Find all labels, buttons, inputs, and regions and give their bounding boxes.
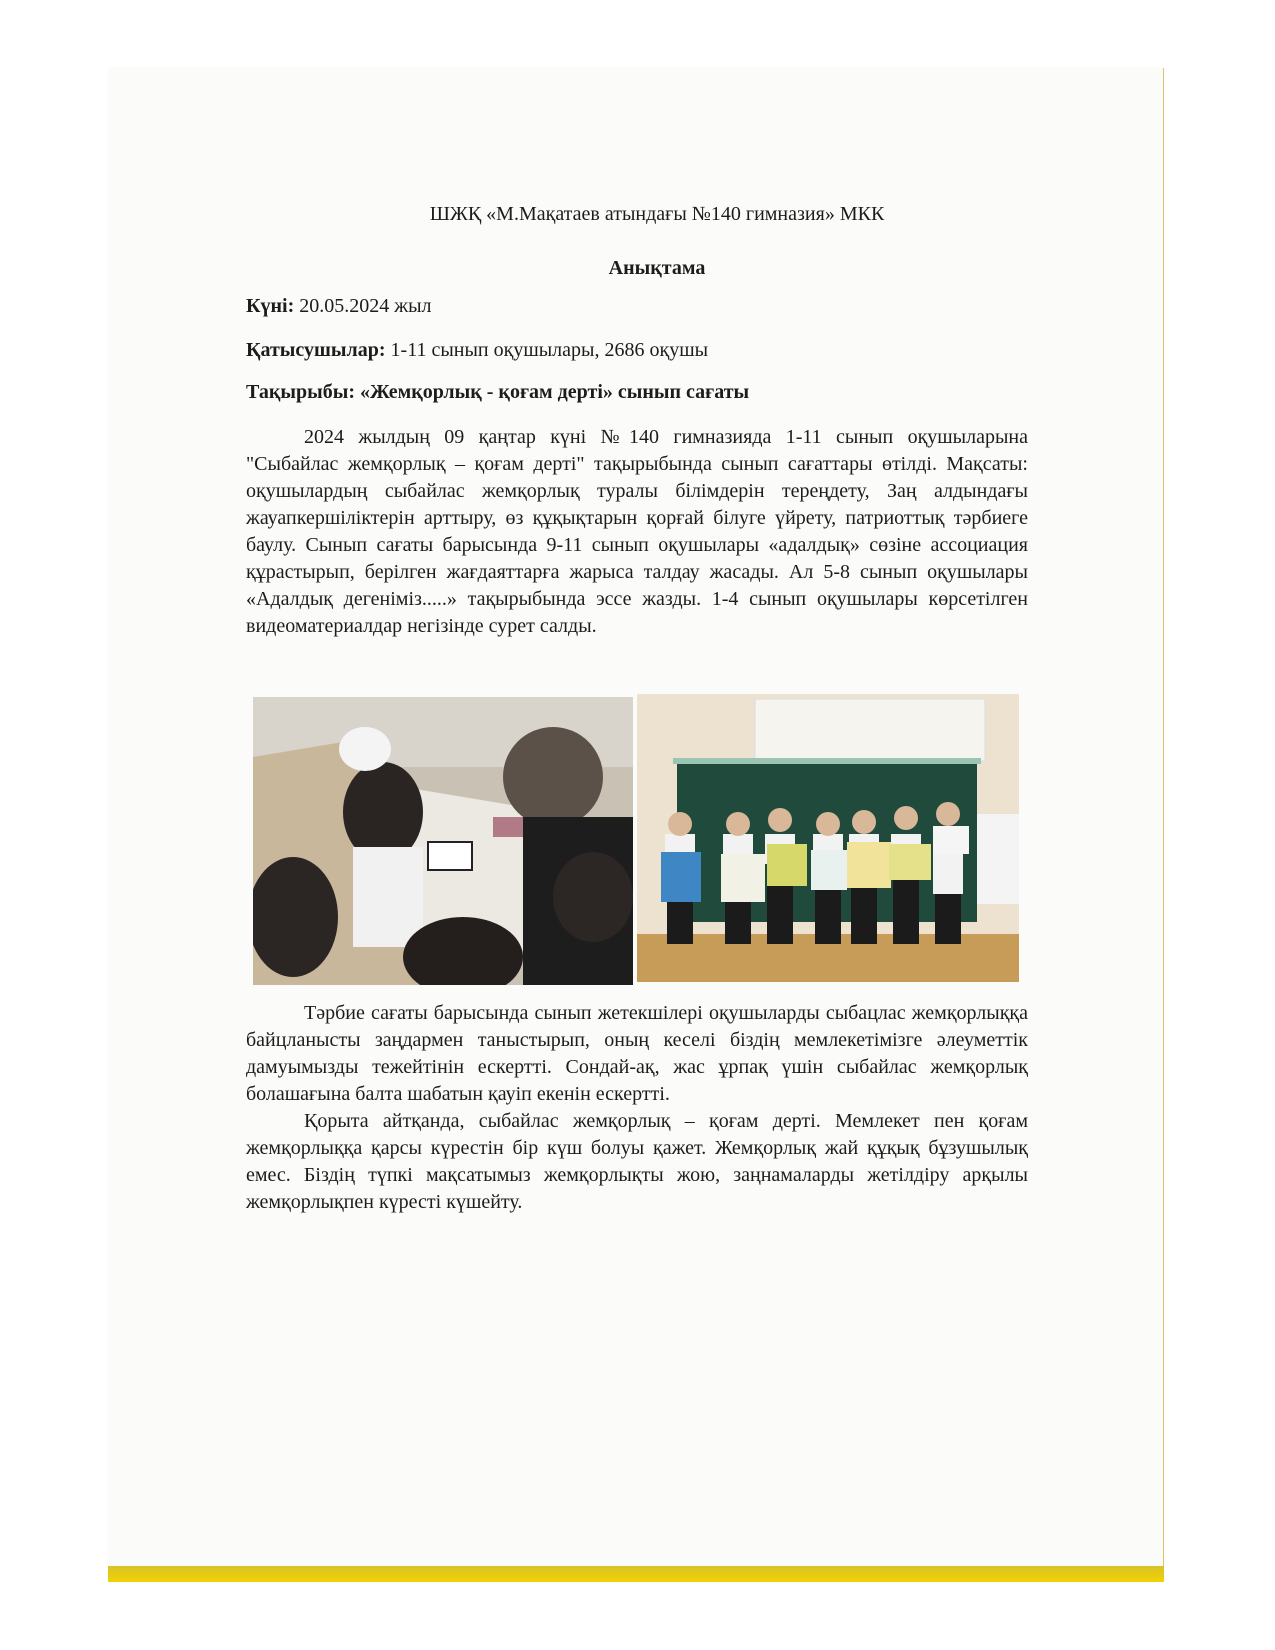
organization-name: ШЖҚ «М.Мақатаев атындағы №140 гимназия» МКК [429, 203, 885, 225]
yellow-border-bar [108, 1566, 1164, 1582]
date-value: 20.05.2024 жыл [294, 295, 432, 317]
paragraph-conclusion: Қорыта айтқанда, сыбайлас жемқорлық – қоғам дерті. Мемлекет пен қоғам жемқорлыққа қарсы күрестін бір күш болуы қажет. Жемқорлық жай құқық бұзушылық емес. Біздің түпкі мақсатымыз жемқорлықты жою, заңнамаларды жетілдіру арқылы жемқорлықпен күресті күшейту. [246, 1110, 1028, 1213]
participants-value: 1-11 сынып оқушылары, 2686 оқушы [385, 339, 709, 361]
classroom-group-work-photo [253, 697, 633, 985]
topic-line [246, 378, 1028, 406]
document-header [246, 200, 1028, 640]
sheet-edge [1163, 68, 1164, 1582]
date-line [246, 292, 1028, 320]
document-title: Анықтама [608, 257, 706, 279]
paragraph-intro: 2024 жылдың 09 қаңтар күні №140 гимназияда 1-11 сынып оқушыларына "Сыбайлас жемқорлық – қоғам дерті" тақырыбында сынып сағаттары өтілді. Мақсаты: оқушылардың сыбайлас жемқорлық туралы білімдерін тереңдету, Заң алдындағы жауапкершіліктерін арттыру, өз құқықтарын қорғай білуге үйрету, патриоттық тәрбиеге баулу. Сынып сағаты барысында 9-11 сынып оқушылары «адалдық» сөзіне ассоциация құрастырып, берілген жағдаяттарға жарыса талдау жасады. Ал 5-8 сынып оқушылары «Адалдық дегеніміз.....» тақырыбында эссе жазды. 1-4 сынып оқушылары көрсетілген видеоматериалдар негізінде сурет салды. [246, 426, 1028, 637]
participants-label: Қатысушылар: [246, 339, 386, 361]
document-body-continued [246, 1000, 1028, 1216]
photo-right-illustration [637, 694, 1019, 982]
topic-value: «Жемқорлық - қоғам дерті» сынып сағаты [355, 381, 750, 403]
photo-left-illustration [253, 697, 633, 985]
paragraph-education: Тәрбие сағаты барысында сынып жетекшілері оқушыларды сыбацлас жемқорлыққа байцланысты заңдармен таныстырып, оның кеселі біздің мемлекетімізге әлеуметтік дамуымызды тежейтінін ескертті. Сондай-ақ, жас ұрпақ үшін сыбайлас жемқорлық болашағына балта шабатын қауіп екенін ескертті. [246, 1002, 1028, 1105]
participants-line [246, 336, 1028, 364]
students-holding-drawings-photo [637, 694, 1019, 982]
date-label: Күні: [246, 295, 295, 317]
topic-label: Тақырыбы: [246, 381, 355, 403]
photo-row [253, 697, 1019, 985]
